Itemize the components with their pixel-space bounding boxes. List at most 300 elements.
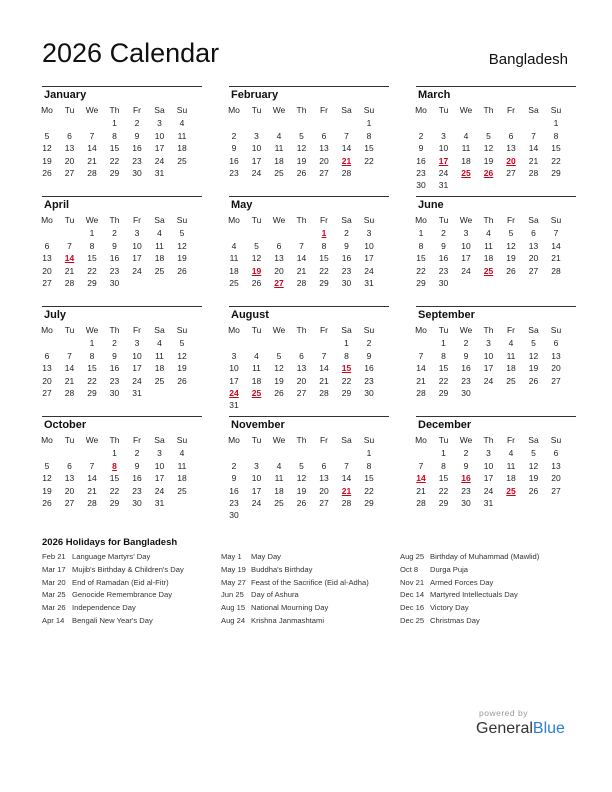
month-header bbox=[229, 306, 389, 323]
day-cell: 27 bbox=[551, 485, 561, 496]
weekday-label: We bbox=[272, 105, 286, 115]
holiday-day-cell: 26 bbox=[483, 168, 494, 178]
day-cell: 19 bbox=[274, 375, 284, 386]
day-cell: 13 bbox=[42, 363, 52, 374]
day-cell: 28 bbox=[319, 388, 329, 398]
day-cell: 13 bbox=[551, 460, 561, 471]
day-cell: 22 bbox=[364, 155, 374, 166]
weekday-label: Tu bbox=[251, 325, 262, 335]
day-cell: 23 bbox=[461, 375, 471, 386]
weekday-label: Su bbox=[550, 215, 562, 225]
weekday-label: Sa bbox=[341, 215, 352, 225]
day-cell: 3 bbox=[134, 338, 140, 349]
day-cell: 25 bbox=[154, 265, 165, 276]
weekday-label: Tu bbox=[438, 435, 449, 445]
day-cell: 5 bbox=[179, 228, 185, 239]
day-cell: 5 bbox=[299, 130, 304, 141]
day-cell: 12 bbox=[251, 253, 262, 264]
weekday-label: Fr bbox=[506, 105, 516, 115]
month-header bbox=[42, 306, 202, 323]
month-december bbox=[415, 416, 576, 508]
day-cell: 29 bbox=[319, 278, 329, 288]
day-cell: 30 bbox=[229, 510, 239, 521]
day-cell: 11 bbox=[484, 240, 493, 251]
day-cell: 27 bbox=[296, 388, 307, 398]
day-cell: 2 bbox=[231, 130, 237, 141]
day-cell: 22 bbox=[341, 375, 352, 386]
day-cell: 10 bbox=[251, 473, 262, 484]
day-cell: 6 bbox=[67, 130, 72, 141]
day-cell: 25 bbox=[154, 375, 165, 386]
day-cell: 9 bbox=[344, 240, 349, 251]
holiday-name: Bengali New Year's Day bbox=[72, 616, 153, 625]
day-cell: 19 bbox=[483, 155, 494, 166]
day-cell: 9 bbox=[112, 240, 117, 251]
day-cell: 24 bbox=[154, 485, 165, 496]
day-cell: 19 bbox=[296, 485, 307, 496]
weekday-label: Fr bbox=[132, 435, 142, 445]
day-cell: 18 bbox=[154, 253, 165, 264]
day-cell: 17 bbox=[154, 143, 165, 154]
day-cell: 30 bbox=[109, 278, 120, 288]
holiday-date: Mar 26 bbox=[42, 603, 66, 613]
day-cell: 22 bbox=[319, 265, 329, 276]
day-cell: 1 bbox=[344, 338, 349, 349]
month-name: October bbox=[44, 419, 87, 431]
day-cell: 26 bbox=[177, 265, 187, 276]
holiday-day-cell: 27 bbox=[274, 278, 284, 288]
day-cell: 19 bbox=[177, 253, 187, 264]
day-cell: 22 bbox=[109, 485, 120, 496]
day-cell: 26 bbox=[274, 388, 284, 398]
day-cell: 30 bbox=[416, 180, 426, 191]
month-march bbox=[415, 86, 576, 191]
month-name: June bbox=[418, 199, 444, 211]
day-cell: 15 bbox=[109, 473, 120, 484]
day-cell: 19 bbox=[42, 155, 52, 166]
holiday-name: Language Martyrs' Day bbox=[72, 552, 151, 561]
month-name: February bbox=[231, 89, 279, 101]
day-cell: 21 bbox=[416, 375, 426, 386]
day-cell: 29 bbox=[416, 278, 426, 288]
day-cell: 18 bbox=[177, 473, 187, 484]
country-name: Bangladesh bbox=[488, 51, 568, 68]
month-header bbox=[229, 86, 389, 103]
day-cell: 26 bbox=[528, 485, 539, 496]
weekday-label: Fr bbox=[319, 325, 329, 335]
day-cell: 1 bbox=[112, 118, 117, 129]
day-cell: 2 bbox=[418, 130, 424, 141]
day-cell: 11 bbox=[229, 253, 239, 264]
day-cell: 8 bbox=[344, 350, 349, 361]
holiday-name: Independence Day bbox=[72, 603, 136, 613]
day-cell: 3 bbox=[254, 460, 259, 471]
weekday-label: Sa bbox=[154, 435, 165, 445]
day-cell: 15 bbox=[87, 363, 97, 374]
day-cell: 31 bbox=[483, 498, 494, 508]
weekday-label: Th bbox=[109, 435, 120, 445]
weekday-label: Tu bbox=[64, 435, 75, 445]
day-cell: 12 bbox=[506, 240, 516, 251]
day-cell: 30 bbox=[461, 388, 471, 398]
day-cell: 11 bbox=[506, 460, 516, 471]
day-cell: 17 bbox=[364, 253, 374, 264]
day-cell: 13 bbox=[296, 363, 307, 374]
weekday-label: Tu bbox=[64, 325, 75, 335]
day-cell: 24 bbox=[132, 265, 142, 276]
weekday-label: Tu bbox=[251, 435, 262, 445]
day-cell: 10 bbox=[132, 240, 142, 251]
day-cell: 23 bbox=[109, 265, 120, 276]
day-cell: 20 bbox=[42, 375, 52, 386]
day-cell: 5 bbox=[276, 350, 282, 361]
day-cell: 3 bbox=[486, 448, 491, 459]
weekday-label: Mo bbox=[228, 325, 240, 335]
day-cell: 17 bbox=[132, 253, 142, 264]
day-cell: 6 bbox=[321, 460, 327, 471]
day-cell: 27 bbox=[551, 375, 561, 386]
day-cell: 17 bbox=[251, 155, 262, 166]
day-cell: 20 bbox=[528, 253, 539, 264]
day-cell: 6 bbox=[276, 240, 282, 251]
day-cell: 4 bbox=[508, 338, 514, 349]
day-cell: 15 bbox=[438, 363, 449, 374]
day-cell: 28 bbox=[416, 388, 426, 398]
holiday-date: Oct 8 bbox=[400, 564, 419, 574]
day-cell: 9 bbox=[463, 460, 469, 471]
weekday-label: Th bbox=[483, 435, 494, 445]
day-cell: 29 bbox=[438, 388, 449, 398]
day-cell: 3 bbox=[231, 350, 237, 361]
day-cell: 14 bbox=[296, 253, 307, 264]
day-cell: 6 bbox=[508, 130, 514, 141]
day-cell: 15 bbox=[364, 143, 374, 154]
day-cell: 7 bbox=[418, 350, 424, 361]
day-cell: 24 bbox=[483, 375, 494, 386]
day-cell: 4 bbox=[486, 228, 491, 239]
day-cell: 4 bbox=[276, 460, 282, 471]
day-cell: 26 bbox=[251, 278, 262, 288]
weekday-label: Mo bbox=[41, 325, 53, 335]
day-cell: 16 bbox=[461, 363, 471, 374]
holiday-day-cell: 16 bbox=[461, 473, 471, 484]
day-cell: 10 bbox=[154, 130, 165, 141]
day-cell: 19 bbox=[506, 253, 516, 264]
day-cell: 21 bbox=[87, 485, 97, 496]
day-cell: 7 bbox=[344, 460, 349, 471]
day-cell: 28 bbox=[64, 278, 75, 288]
day-cell: 4 bbox=[508, 448, 514, 459]
day-cell: 5 bbox=[44, 460, 50, 471]
day-cell: 23 bbox=[132, 485, 142, 496]
holiday-name: Mujib's Birthday & Children's Day bbox=[72, 564, 184, 574]
day-cell: 24 bbox=[154, 155, 165, 166]
day-cell: 30 bbox=[341, 278, 352, 288]
day-cell: 1 bbox=[112, 448, 117, 459]
holiday-day-cell: 21 bbox=[341, 485, 352, 496]
day-cell: 24 bbox=[483, 485, 494, 496]
day-cell: 16 bbox=[438, 253, 449, 264]
day-cell: 28 bbox=[416, 498, 426, 508]
holiday-name: National Mourning Day bbox=[251, 603, 329, 613]
day-cell: 28 bbox=[528, 168, 539, 178]
weekday-label: Sa bbox=[341, 325, 352, 335]
day-cell: 28 bbox=[551, 265, 561, 276]
month-january bbox=[41, 86, 202, 178]
day-cell: 5 bbox=[531, 448, 536, 459]
powered-by-text: powered by bbox=[479, 708, 528, 718]
day-cell: 27 bbox=[64, 498, 75, 508]
weekday-label: Sa bbox=[341, 105, 352, 115]
day-cell: 14 bbox=[341, 143, 352, 154]
day-cell: 19 bbox=[528, 363, 539, 374]
month-name: January bbox=[44, 89, 87, 101]
day-cell: 20 bbox=[64, 155, 75, 166]
day-cell: 9 bbox=[441, 240, 446, 251]
weekday-label: Tu bbox=[251, 215, 262, 225]
day-cell: 4 bbox=[157, 228, 162, 239]
weekday-label: Tu bbox=[251, 105, 262, 115]
day-cell: 15 bbox=[319, 253, 329, 264]
month-header bbox=[229, 416, 389, 433]
holiday-name: Birthday of Muhammad (Mawlid) bbox=[430, 552, 540, 561]
day-cell: 11 bbox=[155, 350, 164, 361]
month-header bbox=[229, 196, 389, 213]
weekday-label: Sa bbox=[528, 215, 539, 225]
day-cell: 14 bbox=[551, 240, 561, 251]
weekday-label: Fr bbox=[132, 215, 142, 225]
weekday-label: Su bbox=[176, 435, 188, 445]
month-header bbox=[416, 196, 576, 213]
weekday-label: Sa bbox=[154, 325, 165, 335]
day-cell: 8 bbox=[89, 240, 95, 251]
day-cell: 11 bbox=[177, 460, 187, 471]
day-cell: 5 bbox=[486, 130, 491, 141]
day-cell: 7 bbox=[321, 350, 327, 361]
day-cell: 12 bbox=[296, 143, 307, 154]
day-cell: 15 bbox=[438, 473, 449, 484]
holiday-date: Dec 14 bbox=[400, 590, 425, 600]
day-cell: 20 bbox=[551, 363, 561, 374]
weekday-label: Th bbox=[483, 105, 494, 115]
day-cell: 18 bbox=[274, 485, 284, 496]
holiday-date: Mar 17 bbox=[42, 564, 66, 574]
holiday-day-cell: 19 bbox=[251, 265, 262, 276]
day-cell: 9 bbox=[366, 350, 372, 361]
day-cell: 18 bbox=[483, 253, 494, 264]
weekday-label: Mo bbox=[228, 105, 240, 115]
day-cell: 8 bbox=[441, 460, 446, 471]
day-cell: 2 bbox=[231, 460, 237, 471]
day-cell: 6 bbox=[44, 350, 50, 361]
day-cell: 7 bbox=[67, 240, 72, 251]
day-cell: 17 bbox=[251, 485, 262, 496]
day-cell: 12 bbox=[483, 143, 494, 154]
holiday-name: Feast of the Sacrifice (Eid al-Adha) bbox=[251, 577, 369, 587]
weekday-label: Sa bbox=[528, 435, 539, 445]
day-cell: 16 bbox=[341, 253, 352, 264]
holiday-day-cell: 25 bbox=[461, 168, 471, 178]
weekday-label: Fr bbox=[132, 325, 142, 335]
day-cell: 13 bbox=[42, 253, 52, 264]
brand-blue: Blue bbox=[532, 720, 565, 737]
day-cell: 18 bbox=[461, 155, 471, 166]
weekday-label: Th bbox=[109, 215, 120, 225]
holiday-day-cell: 14 bbox=[416, 473, 426, 484]
day-cell: 21 bbox=[528, 155, 539, 166]
weekday-label: Mo bbox=[41, 215, 53, 225]
day-cell: 11 bbox=[155, 240, 164, 251]
month-header bbox=[416, 416, 576, 433]
day-cell: 28 bbox=[87, 498, 97, 508]
day-cell: 14 bbox=[319, 363, 329, 374]
day-cell: 6 bbox=[531, 228, 536, 239]
day-cell: 30 bbox=[109, 388, 120, 398]
day-cell: 2 bbox=[344, 228, 349, 239]
day-cell: 20 bbox=[274, 265, 284, 276]
day-cell: 28 bbox=[296, 278, 307, 288]
weekday-label: We bbox=[272, 435, 286, 445]
weekday-label: Th bbox=[109, 105, 120, 115]
holiday-name: Day of Ashura bbox=[251, 590, 299, 600]
month-header bbox=[416, 306, 576, 323]
day-cell: 31 bbox=[438, 180, 449, 191]
day-cell: 8 bbox=[89, 350, 95, 361]
month-july bbox=[41, 306, 202, 398]
weekday-label: Sa bbox=[341, 435, 352, 445]
holiday-day-cell: 17 bbox=[438, 155, 449, 166]
day-cell: 31 bbox=[132, 388, 142, 398]
month-name: September bbox=[418, 309, 475, 321]
month-october bbox=[41, 416, 202, 508]
generalblue-logo[interactable] bbox=[476, 720, 565, 738]
day-cell: 4 bbox=[231, 240, 237, 251]
day-cell: 12 bbox=[296, 473, 307, 484]
day-cell: 15 bbox=[416, 253, 426, 264]
holiday-name: End of Ramadan (Eid al-Fitr) bbox=[72, 577, 169, 587]
day-cell: 11 bbox=[274, 473, 284, 484]
day-cell: 4 bbox=[463, 130, 469, 141]
weekday-label: We bbox=[459, 435, 473, 445]
day-cell: 23 bbox=[461, 485, 471, 496]
day-cell: 10 bbox=[364, 240, 374, 251]
day-cell: 29 bbox=[341, 388, 352, 398]
weekday-label: Su bbox=[550, 435, 562, 445]
day-cell: 8 bbox=[441, 350, 446, 361]
day-cell: 26 bbox=[42, 168, 52, 178]
day-cell: 6 bbox=[321, 130, 327, 141]
day-cell: 3 bbox=[366, 228, 372, 239]
day-cell: 16 bbox=[229, 155, 239, 166]
day-cell: 19 bbox=[296, 155, 307, 166]
day-cell: 3 bbox=[463, 228, 469, 239]
day-cell: 17 bbox=[132, 363, 142, 374]
month-name: December bbox=[418, 419, 472, 431]
month-name: November bbox=[231, 419, 285, 431]
day-cell: 29 bbox=[109, 498, 120, 508]
day-cell: 9 bbox=[418, 143, 424, 154]
day-cell: 23 bbox=[109, 375, 120, 386]
holiday-date: Dec 25 bbox=[400, 616, 425, 625]
day-cell: 22 bbox=[87, 375, 97, 386]
day-cell: 21 bbox=[319, 375, 329, 386]
weekday-label: Th bbox=[483, 215, 494, 225]
day-cell: 31 bbox=[154, 498, 165, 508]
day-cell: 12 bbox=[177, 350, 187, 361]
weekday-label: We bbox=[85, 215, 99, 225]
weekday-label: Fr bbox=[319, 105, 329, 115]
weekday-label: Sa bbox=[154, 105, 165, 115]
day-cell: 13 bbox=[319, 473, 329, 484]
day-cell: 16 bbox=[416, 155, 426, 166]
day-cell: 4 bbox=[276, 130, 282, 141]
day-cell: 4 bbox=[254, 350, 259, 361]
holiday-day-cell: 25 bbox=[506, 485, 516, 496]
weekday-label: Sa bbox=[528, 325, 539, 335]
day-cell: 29 bbox=[109, 168, 120, 178]
day-cell: 8 bbox=[418, 240, 424, 251]
day-cell: 16 bbox=[132, 473, 142, 484]
day-cell: 20 bbox=[42, 265, 52, 276]
day-cell: 13 bbox=[319, 143, 329, 154]
holiday-date: May 19 bbox=[221, 564, 246, 574]
day-cell: 1 bbox=[418, 228, 424, 239]
weekday-label: Tu bbox=[64, 215, 75, 225]
day-cell: 22 bbox=[438, 375, 449, 386]
day-cell: 14 bbox=[64, 363, 75, 374]
day-cell: 16 bbox=[109, 253, 120, 264]
day-cell: 5 bbox=[299, 460, 304, 471]
holiday-name: Krishna Janmashtami bbox=[251, 616, 325, 625]
holiday-name: Victory Day bbox=[430, 603, 469, 613]
day-cell: 14 bbox=[341, 473, 352, 484]
weekday-label: We bbox=[85, 325, 99, 335]
day-cell: 22 bbox=[551, 155, 561, 166]
weekday-label: Mo bbox=[415, 105, 427, 115]
day-cell: 18 bbox=[274, 155, 284, 166]
day-cell: 15 bbox=[364, 473, 374, 484]
holiday-day-cell: 21 bbox=[341, 155, 352, 166]
day-cell: 17 bbox=[461, 253, 471, 264]
month-name: May bbox=[231, 199, 253, 211]
day-cell: 4 bbox=[179, 448, 185, 459]
month-june bbox=[415, 196, 576, 288]
day-cell: 4 bbox=[157, 338, 162, 349]
day-cell: 1 bbox=[89, 338, 95, 349]
day-cell: 5 bbox=[44, 130, 50, 141]
day-cell: 21 bbox=[551, 253, 561, 264]
weekday-label: Mo bbox=[41, 105, 53, 115]
day-cell: 29 bbox=[87, 388, 97, 398]
day-cell: 27 bbox=[42, 388, 52, 398]
day-cell: 3 bbox=[486, 338, 491, 349]
day-cell: 23 bbox=[438, 265, 449, 276]
weekday-label: Mo bbox=[415, 325, 427, 335]
holiday-date: Feb 21 bbox=[42, 552, 66, 561]
day-cell: 25 bbox=[229, 278, 239, 288]
weekday-label: Mo bbox=[228, 435, 240, 445]
holiday-date: Apr 14 bbox=[42, 616, 65, 625]
day-cell: 10 bbox=[229, 363, 239, 374]
day-cell: 27 bbox=[506, 168, 516, 178]
weekday-label: Fr bbox=[132, 105, 142, 115]
day-cell: 11 bbox=[274, 143, 284, 154]
day-cell: 13 bbox=[64, 473, 75, 484]
day-cell: 24 bbox=[251, 498, 262, 508]
day-cell: 25 bbox=[274, 168, 284, 178]
day-cell: 10 bbox=[132, 350, 142, 361]
month-header bbox=[42, 86, 202, 103]
